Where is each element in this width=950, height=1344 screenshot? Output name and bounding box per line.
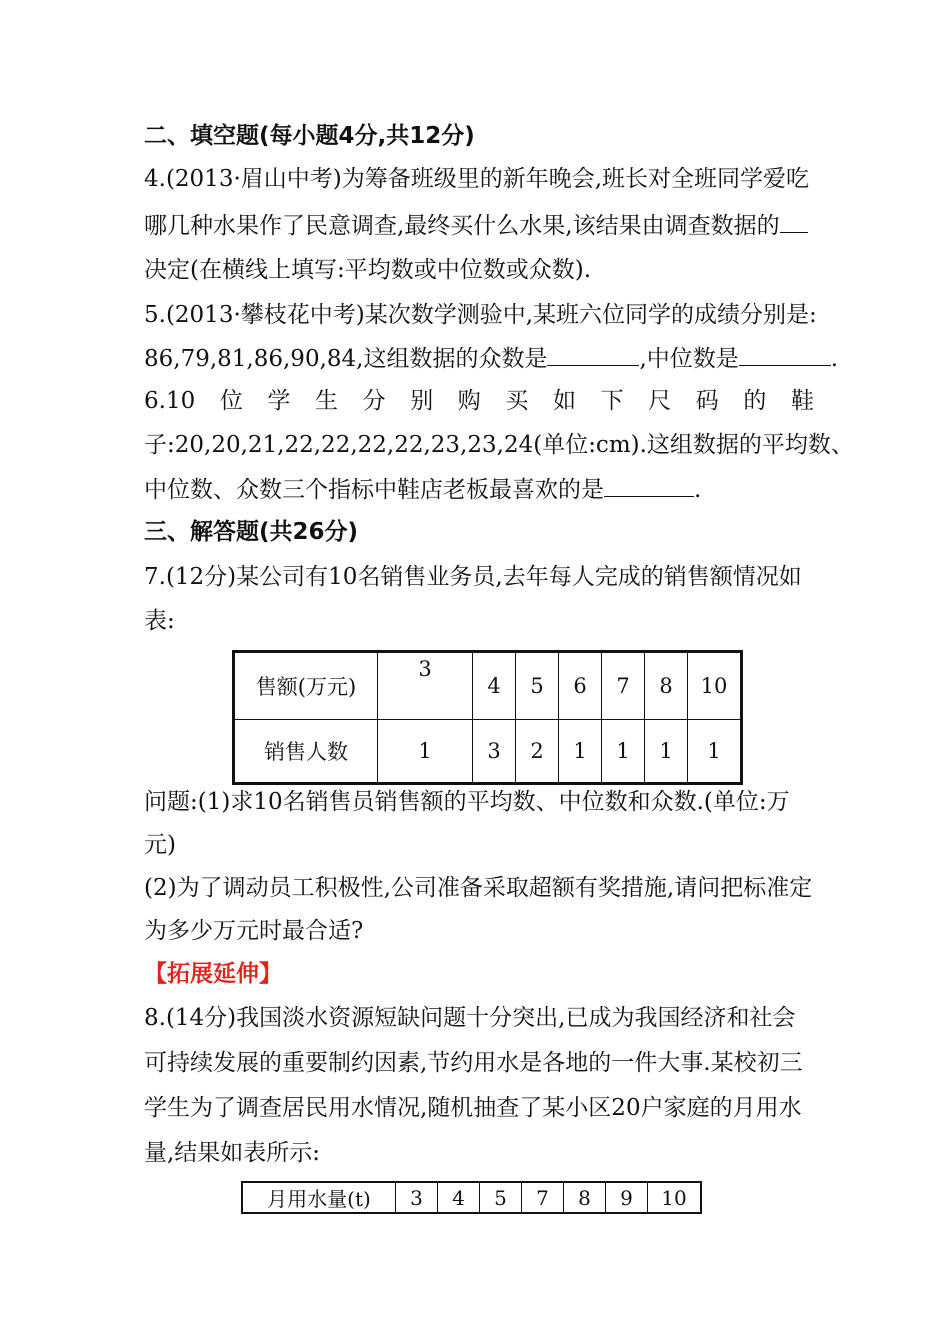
table-header-cell: 月用水量(t): [242, 1182, 396, 1213]
q6-word: 鞋: [790, 388, 814, 414]
q6-word: 位: [219, 388, 243, 414]
table-cell: 1: [559, 720, 602, 784]
q8-line1: 8.(14分)我国淡水资源短缺问题十分突出,已成为我国经济和社会: [144, 1005, 796, 1031]
table-header-cell: 销售人数: [234, 720, 378, 784]
q7-line2: 表:: [144, 608, 175, 634]
table-cell: 7: [522, 1182, 564, 1213]
q6-word: 6.10: [144, 388, 196, 414]
q7-question2-line1: (2)为了调动员工积极性,公司准备采取超额有奖措施,请问把标准定: [144, 875, 813, 901]
q6-line2: 子:20,20,21,22,22,22,22,23,23,24(单位:cm).这组数据的平均数、: [144, 432, 854, 458]
q6-word: 如: [552, 388, 576, 414]
water-usage-table: [241, 1181, 702, 1214]
q4-line2: [144, 210, 814, 241]
q8-line2: 可持续发展的重要制约因素,节约用水是各地的一件大事.某校初三: [144, 1050, 803, 1076]
table-cell: 1: [688, 720, 742, 784]
q4-line1: 4.(2013·眉山中考)为筹备班级里的新年晚会,班长对全班同学爱吃: [144, 166, 810, 192]
answer-blank-median: [739, 343, 831, 366]
table-cell: 3: [473, 720, 516, 784]
q4-line2-text: 哪几种水果作了民意调查,最终买什么水果,该结果由调查数据的: [144, 213, 780, 239]
table-cell: 9: [606, 1182, 648, 1213]
q6-word: 生: [315, 388, 338, 414]
q7-question1-line1: 问题:(1)求10名销售员销售额的平均数、中位数和众数.(单位:万: [144, 789, 790, 815]
q6-word: 尺: [648, 388, 672, 414]
table-cell: 4: [438, 1182, 480, 1213]
answer-blank: [780, 210, 808, 233]
answer-blank-mode: [547, 343, 639, 366]
table-cell: 10: [648, 1182, 702, 1213]
q5-line1: 5.(2013·攀枝花中考)某次数学测验中,某班六位同学的成绩分别是:: [144, 302, 817, 328]
q6-word: 买: [505, 388, 529, 414]
section-heading-fill-blank: 二、填空题(每小题4分,共12分): [144, 123, 475, 149]
table-cell: 8: [645, 652, 688, 720]
table-cell: 2: [516, 720, 559, 784]
q6-word: 码: [695, 388, 719, 414]
q6-line3-text: 中位数、众数三个指标中鞋店老板最喜欢的是: [144, 477, 604, 503]
q6-word: 下: [600, 388, 624, 414]
table-row: [242, 1182, 701, 1213]
table-cell: 7: [602, 652, 645, 720]
q7-question1-line2: 元): [144, 832, 176, 858]
q6-line3: [144, 474, 814, 505]
q5-line2-text-b: ,中位数是: [639, 346, 739, 372]
table-cell: 5: [480, 1182, 522, 1213]
q8-line4: 量,结果如表所示:: [144, 1140, 321, 1166]
table-row: [234, 652, 742, 720]
q6-word: 分: [362, 388, 386, 414]
sales-table: [232, 650, 743, 785]
table-cell: 1: [378, 720, 473, 784]
q5-line2-text-a: 86,79,81,86,90,84,这组数据的众数是: [144, 346, 548, 372]
q6-word: 别: [410, 388, 434, 414]
table-cell: 4: [473, 652, 516, 720]
q6-line3-period: .: [694, 477, 702, 503]
q5-line2: [144, 343, 839, 374]
table-cell: 1: [602, 720, 645, 784]
table-cell: 1: [645, 720, 688, 784]
q6-word: 的: [743, 388, 767, 414]
extension-heading: 【拓展延伸】: [144, 961, 282, 987]
q6-line1: [144, 386, 814, 416]
table-header-cell: 售额(万元): [234, 652, 378, 720]
q6-word: 学: [267, 388, 291, 414]
section-heading-solve: 三、解答题(共26分): [144, 519, 359, 545]
q7-question2-line2: 为多少万元时最合适?: [144, 918, 364, 944]
answer-blank-indicator: [604, 474, 694, 497]
q4-line3: 决定(在横线上填写:平均数或中位数或众数).: [144, 257, 592, 283]
q5-line2-text-c: .: [830, 346, 839, 372]
table-row: [234, 720, 742, 784]
q6-word: 购: [457, 388, 481, 414]
q8-line3: 学生为了调查居民用水情况,随机抽查了某小区20户家庭的月用水: [144, 1095, 802, 1121]
table-cell: 10: [688, 652, 742, 720]
table-cell: 5: [516, 652, 559, 720]
table-cell: 8: [564, 1182, 606, 1213]
table-cell: 6: [559, 652, 602, 720]
table-cell: 3: [378, 652, 473, 720]
q7-line1: 7.(12分)某公司有10名销售业务员,去年每人完成的销售额情况如: [144, 564, 802, 590]
table-cell: 3: [396, 1182, 438, 1213]
